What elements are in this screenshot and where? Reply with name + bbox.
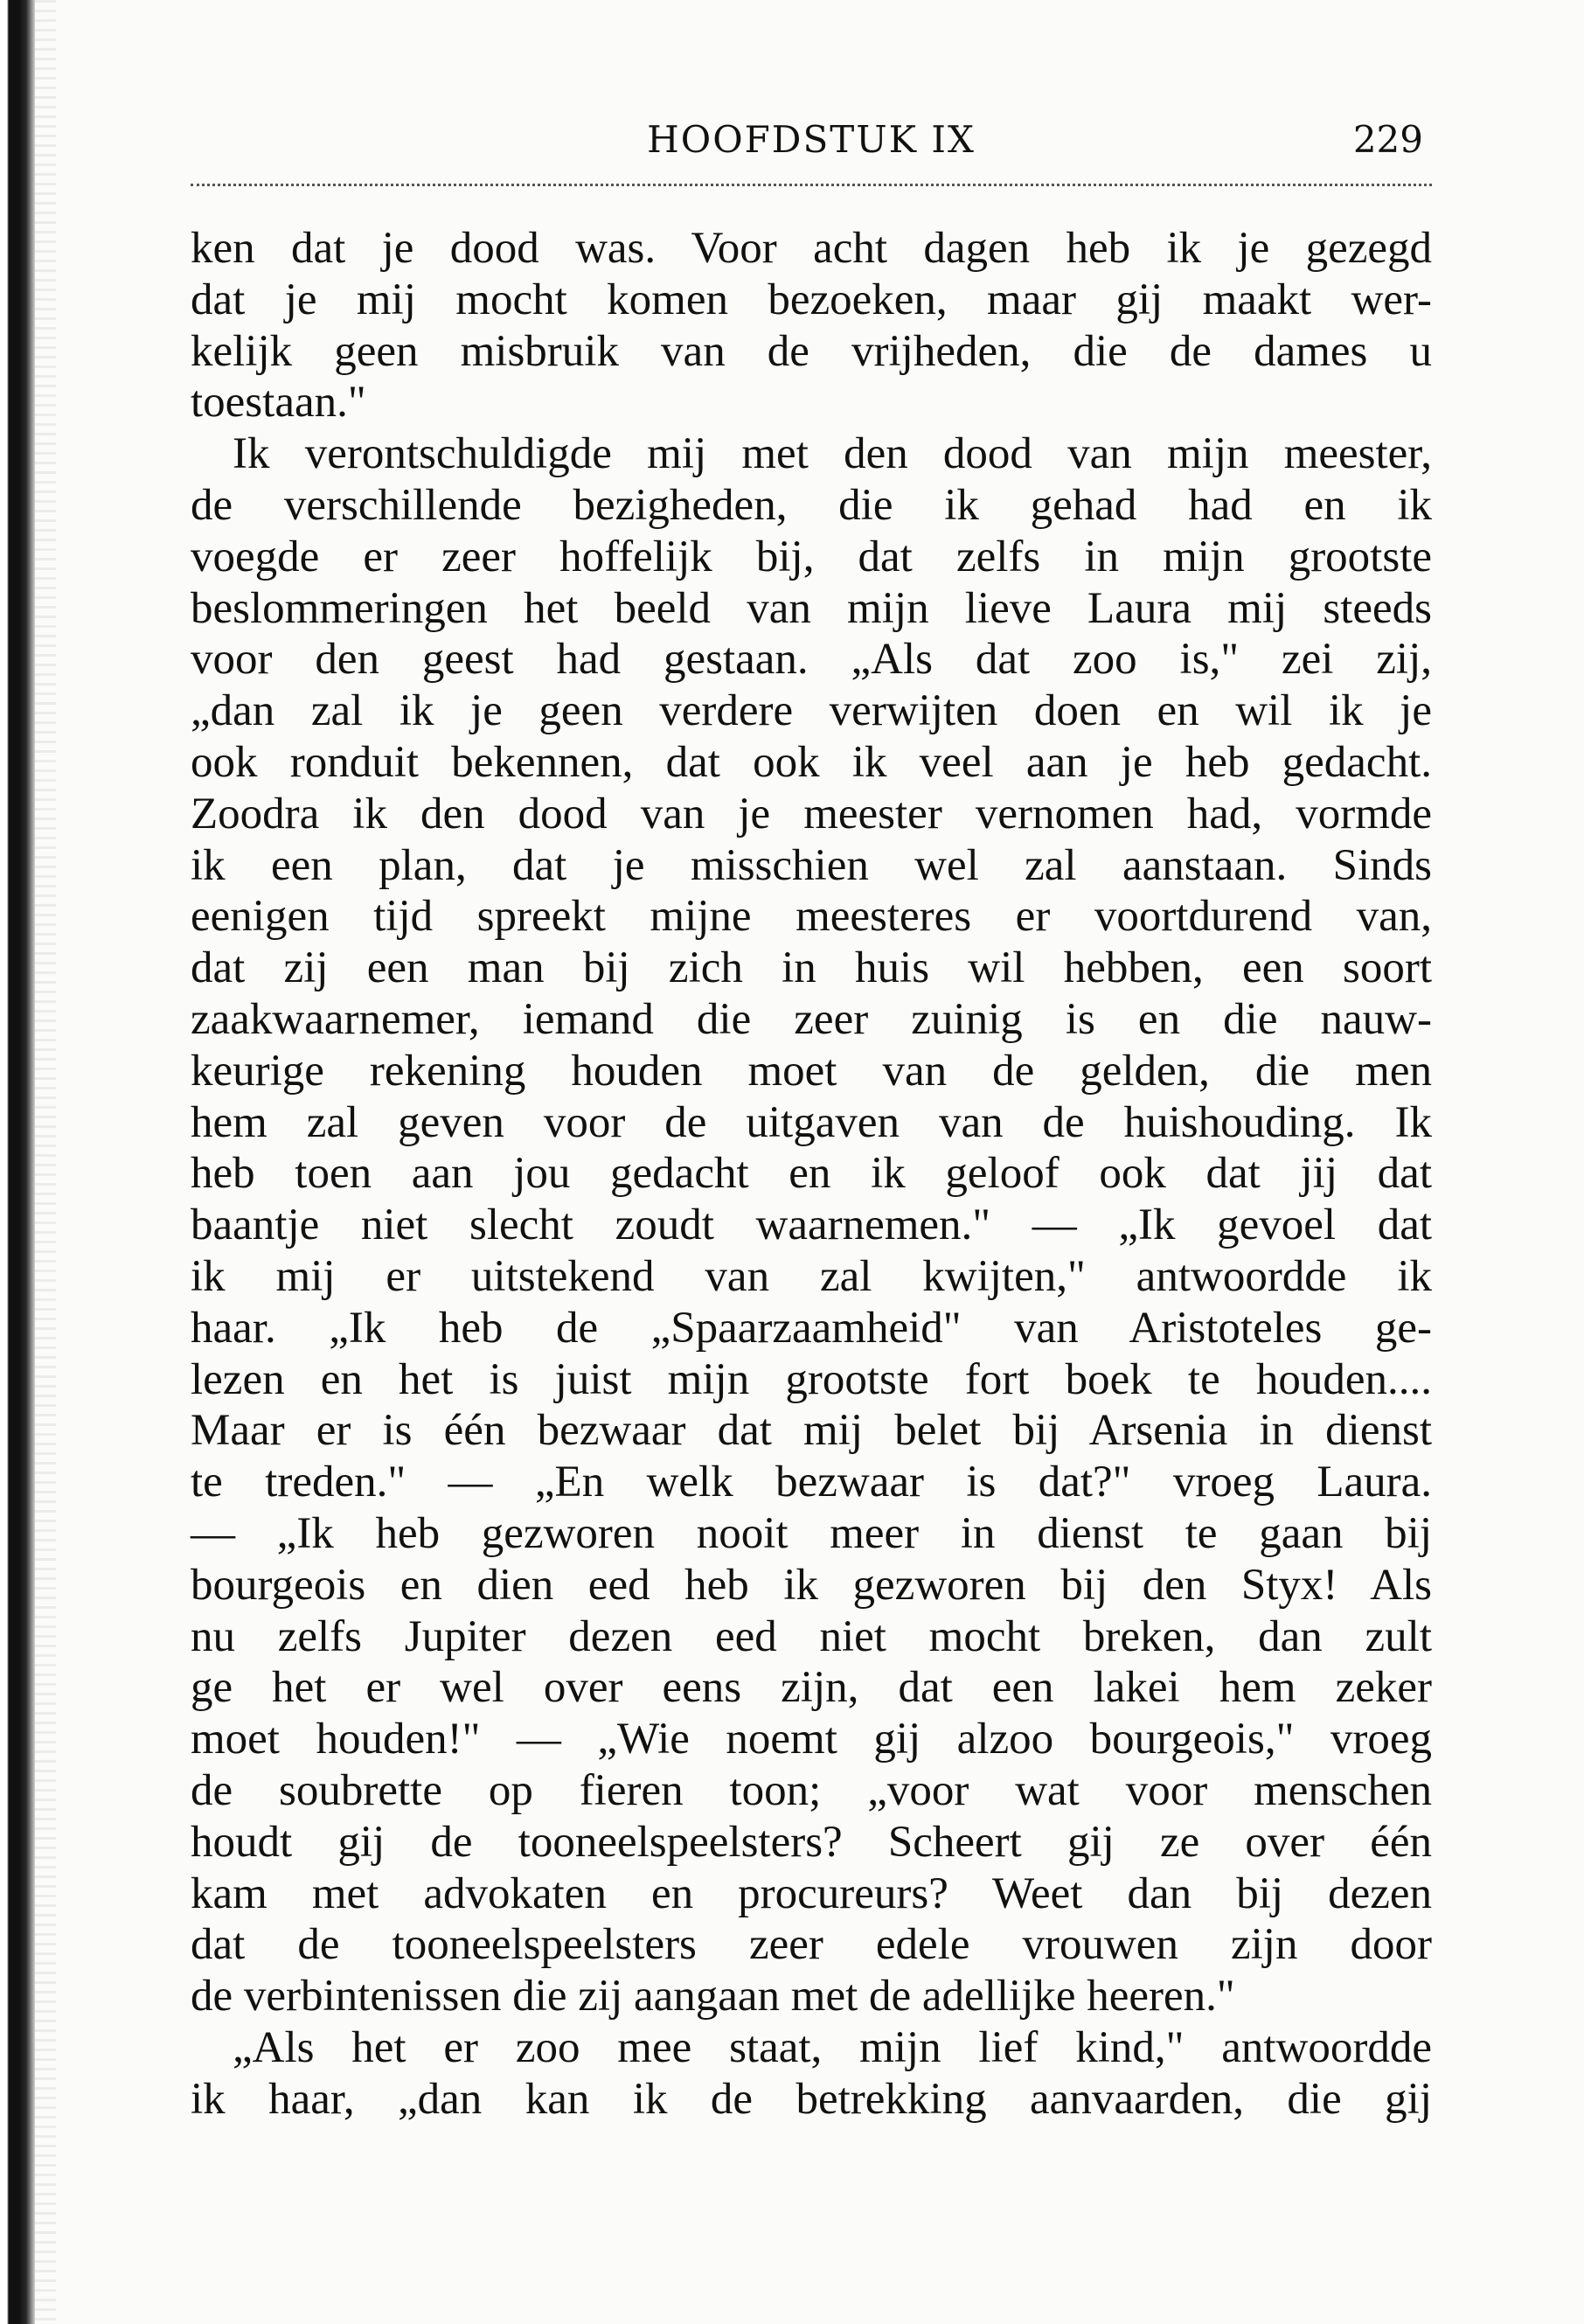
text-line: de soubrette op fieren toon; „voor wat voor menschen xyxy=(191,1765,1432,1815)
page-number: 229 xyxy=(1352,118,1423,161)
text-line: kam met advokaten en procureurs? Weet dan bij dezen xyxy=(191,1868,1432,1918)
text-line: zaakwaarnemer, iemand die zeer zuinig is en die nauw- xyxy=(191,994,1432,1044)
text-line: toestaan." xyxy=(191,378,366,428)
text-line: keurige rekening houden moet van de gelden, die men xyxy=(191,1046,1432,1096)
text-line: de verschillende bezigheden, die ik gehad had en ik xyxy=(191,480,1432,530)
text-line: voegde er zeer hoffelijk bij, dat zelfs in mijn grootste xyxy=(191,532,1432,581)
body-text xyxy=(191,223,1432,2125)
text-line: voor den geest had gestaan. „Als dat zoo is," zei zij, xyxy=(191,635,1432,685)
text-line: — „Ik heb gezworen nooit meer in dienst te gaan bij xyxy=(191,1508,1432,1558)
text-line: Maar er is één bezwaar dat mij belet bij Arsenia in dienst xyxy=(191,1406,1432,1456)
text-line: eenigen tijd spreekt mijne meesteres er voortdurend van, xyxy=(191,892,1432,942)
text-line: hem zal geven voor de uitgaven van de huishouding. Ik xyxy=(191,1097,1432,1147)
text-line: ik een plan, dat je misschien wel zal aanstaan. Sinds xyxy=(191,840,1432,890)
text-line: dat je mij mocht komen bezoeken, maar gij maakt wer- xyxy=(191,275,1432,324)
text-line: baantje niet slecht zoudt waarnemen." — „Ik gevoel dat xyxy=(191,1200,1432,1250)
running-head: HOOFDSTUK IX xyxy=(647,118,976,161)
text-line: houdt gij de tooneelspeelsters? Scheert gij ze over één xyxy=(191,1817,1432,1867)
text-line: „Als het er zoo mee staat, mijn lief kind," antwoordde xyxy=(233,2022,1432,2072)
text-line: lezen en het is juist mijn grootste fort boek te houden.... xyxy=(191,1354,1432,1404)
text-line: dat zij een man bij zich in huis wil hebben, een soort xyxy=(191,943,1432,993)
text-line: moet houden!" — „Wie noemt gij alzoo bourgeois," vroeg xyxy=(191,1715,1432,1764)
text-line: beslommeringen het beeld van mijn lieve Laura mij steeds xyxy=(191,583,1432,633)
text-line: bourgeois en dien eed heb ik gezworen bij den Styx! Als xyxy=(191,1560,1432,1610)
page-header xyxy=(191,114,1432,166)
text-line: ken dat je dood was. Voor acht dagen heb ik je gezegd xyxy=(191,224,1432,273)
text-line: ik mij er uitstekend van zal kwijten," antwoordde ik xyxy=(191,1251,1432,1301)
text-line: dat de tooneelspeelsters zeer edele vrouwen zijn door xyxy=(191,1920,1432,1970)
text-line: haar. „Ik heb de „Spaarzaamheid" van Aristoteles ge- xyxy=(191,1303,1432,1353)
text-line: Ik verontschuldigde mij met den dood van mijn meester, xyxy=(233,429,1432,479)
text-line: heb toen aan jou gedacht en ik geloof ook dat jij dat xyxy=(191,1149,1432,1199)
header-rule xyxy=(191,184,1432,186)
page-binding-edge xyxy=(0,0,35,2324)
text-line: kelijk geen misbruik van de vrijheden, die de dames u xyxy=(191,326,1432,376)
text-line: de verbintenissen die zij aangaan met de adellijke heeren." xyxy=(191,1972,1235,2021)
text-line: te treden." — „En welk bezwaar is dat?" vroeg Laura. xyxy=(191,1458,1432,1507)
text-line: nu zelfs Jupiter dezen eed niet mocht breken, dan zult xyxy=(191,1611,1432,1661)
text-line: „dan zal ik je geen verdere verwijten doen en wil ik je xyxy=(191,686,1432,736)
text-line: ook ronduit bekennen, dat ook ik veel aan je heb gedacht. xyxy=(191,737,1432,787)
text-line: Zoodra ik den dood van je meester vernomen had, vormde xyxy=(191,789,1432,838)
text-line: ge het er wel over eens zijn, dat een lakei hem zeker xyxy=(191,1663,1432,1713)
text-line: ik haar, „dan kan ik de betrekking aanvaarden, die gij xyxy=(191,2074,1432,2124)
page-binding-shadow xyxy=(35,0,56,2324)
